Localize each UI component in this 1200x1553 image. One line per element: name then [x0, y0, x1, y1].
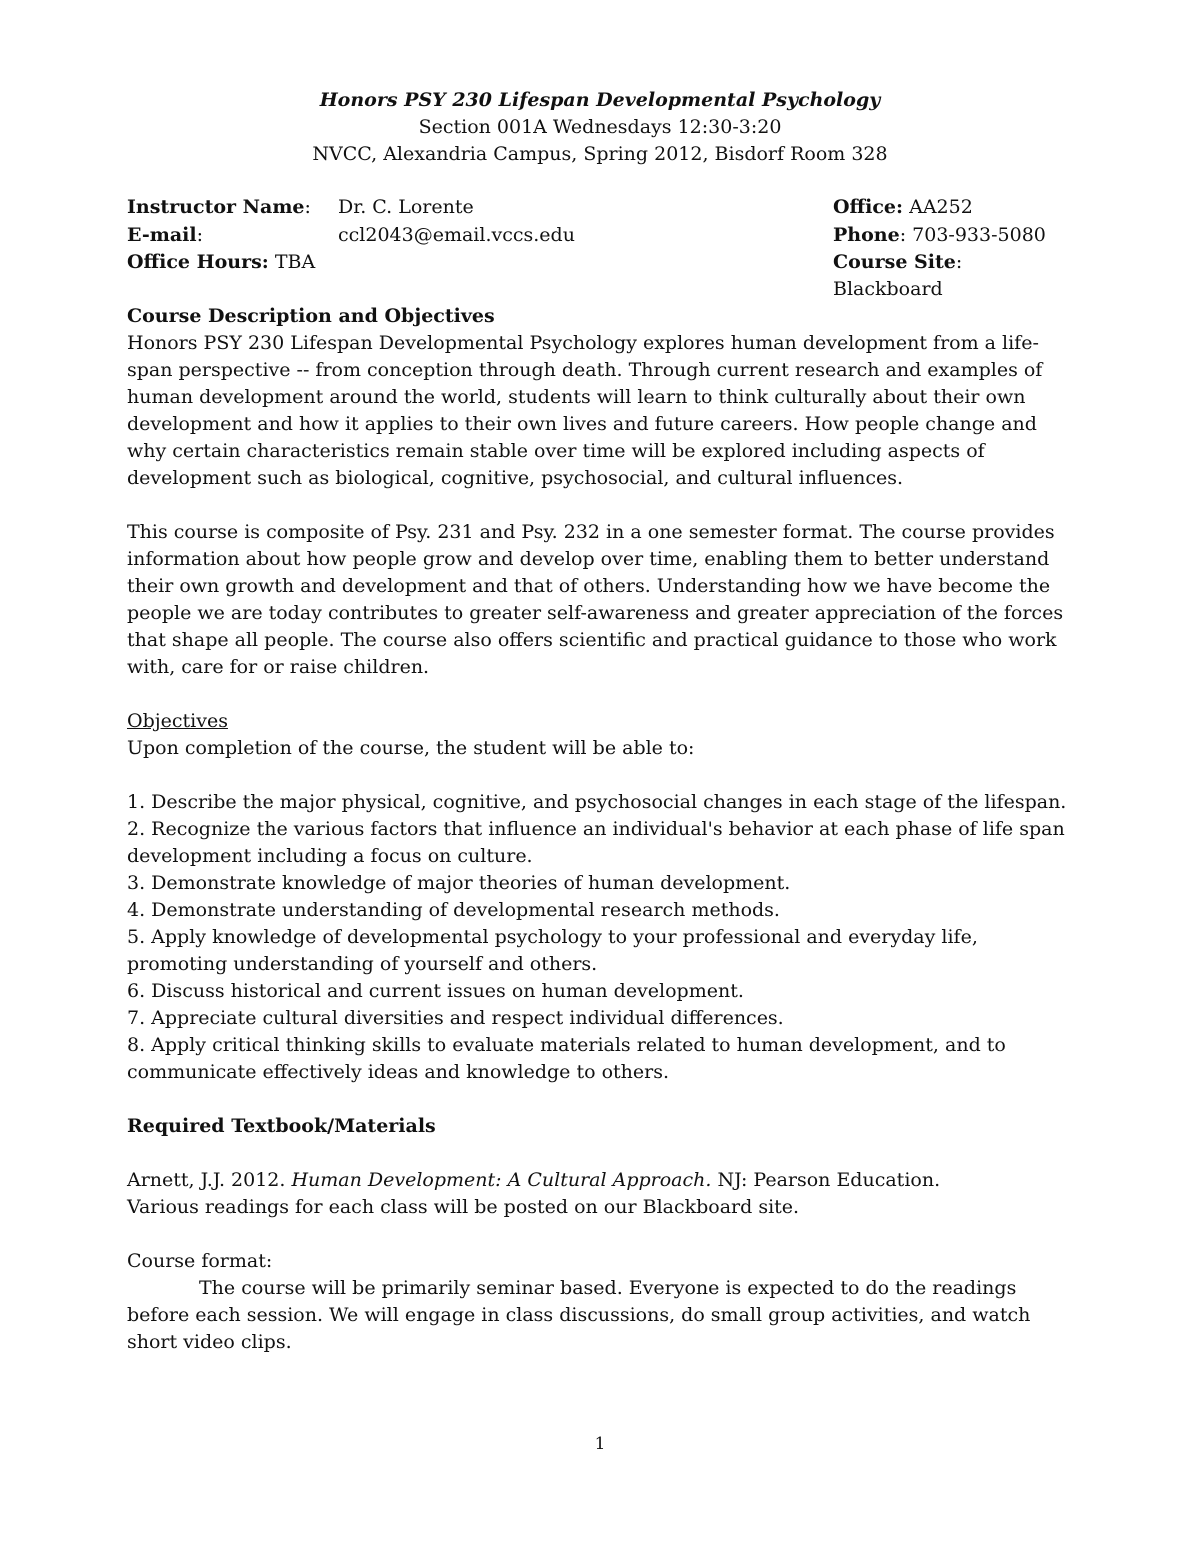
instructor-info — [127, 194, 1077, 300]
email-value[interactable]: ccl2043@email.vccs.edu — [338, 223, 575, 246]
email-label: E-mail — [127, 223, 197, 246]
course-location: NVCC, Alexandria Campus, Spring 2012, Bisdorf Room 328 — [312, 143, 888, 165]
office-hours-value: TBA — [274, 251, 316, 273]
office-hours-label: Office Hours: — [127, 251, 269, 273]
info-row-email: E-mail: ccl2043@email.vccs.edu Phone: 703-933-5080 — [127, 222, 1077, 250]
objective-item: 3. Demonstrate knowledge of major theories of human development. — [127, 872, 791, 894]
readings-note: Various readings for each class will be posted on our Blackboard site. — [127, 1196, 800, 1218]
objectives-intro: Upon completion of the course, the student will be able to: — [127, 737, 695, 759]
objective-item: 1. Describe the major physical, cognitive, and psychosocial changes in each stage of the lifespan. — [127, 791, 1067, 813]
objective-item: 8. Apply critical thinking skills to evaluate materials related to human development, and to communicate effectively ideas and knowledge to others. — [127, 1034, 1006, 1083]
objective-item: 6. Discuss historical and current issues on human development. — [127, 980, 744, 1002]
citation-publisher: NJ: Pearson Education. — [711, 1169, 941, 1191]
textbook-heading: Required Textbook/Materials — [127, 1115, 436, 1137]
course-title: Honors PSY 230 Lifespan Developmental Psychology — [319, 89, 881, 111]
instructor-value: Dr. C. Lorente — [338, 196, 474, 218]
phone-value: 703-933-5080 — [912, 223, 1046, 246]
citation-author: Arnett, J.J. 2012. — [127, 1169, 292, 1191]
format-heading: Course format: — [127, 1250, 273, 1272]
objective-item: 2. Recognize the various factors that influence an individual's behavior at each phase of life span development including a focus on culture. — [127, 818, 1065, 867]
objective-item: 7. Appreciate cultural diversities and respect individual differences. — [127, 1007, 784, 1029]
course-section: Section 001A Wednesdays 12:30-3:20 — [418, 116, 782, 138]
info-row-hours: Office Hours: TBA Course Site: Blackboard — [127, 251, 963, 300]
info-row-instructor: Instructor Name: Dr. C. Lorente Office: AA252 — [127, 194, 1077, 222]
course-site-label: Course Site — [833, 251, 956, 273]
document-body — [127, 303, 1077, 1356]
description-paragraph-2: This course is composite of Psy. 231 and Psy. 232 in a one semester format. The course provides information about how people grow and develop over time, enabling them to better understand their own growth and development and that of others. Understanding how we have become the people we are today contributes to greater self-awareness and greater appreciation of the forces that shape all people. The course also offers scientific and practical guidance to those who work with, care for or raise children. — [127, 521, 1064, 678]
instructor-label: Instructor Name — [127, 196, 305, 218]
objectives-heading: Objectives — [127, 710, 228, 732]
office-value: AA252 — [909, 196, 973, 218]
format-text: The course will be primarily seminar based. Everyone is expected to do the readings before each session. We will engage in class discussions, do small group activities, and watch short video clips. — [127, 1277, 1031, 1353]
office-label: Office: — [833, 196, 904, 218]
objective-item: 4. Demonstrate understanding of developmental research methods. — [127, 899, 780, 921]
course-site-value: Blackboard — [833, 278, 943, 300]
objective-item: 5. Apply knowledge of developmental psychology to your professional and everyday life, promoting understanding of yourself and others. — [127, 926, 978, 975]
phone-label: Phone — [833, 223, 900, 246]
citation-title: Human Development: A Cultural Approach. — [291, 1169, 712, 1191]
document-header — [0, 87, 1200, 168]
description-heading: Course Description and Objectives — [127, 305, 495, 327]
page-number: 1 — [594, 1434, 606, 1454]
textbook-citation — [127, 1167, 1077, 1194]
description-paragraph-1: Honors PSY 230 Lifespan Developmental Psychology explores human development from a life-span perspective -- from conception through death. Through current research and examples of human development around the world, students will learn to think culturally about their own development and how it applies to their own lives and future careers. How people change and why certain characteristics remain stable over time will be explored including aspects of development such as biological, cognitive, psychosocial, and cultural influences. — [127, 332, 1043, 489]
